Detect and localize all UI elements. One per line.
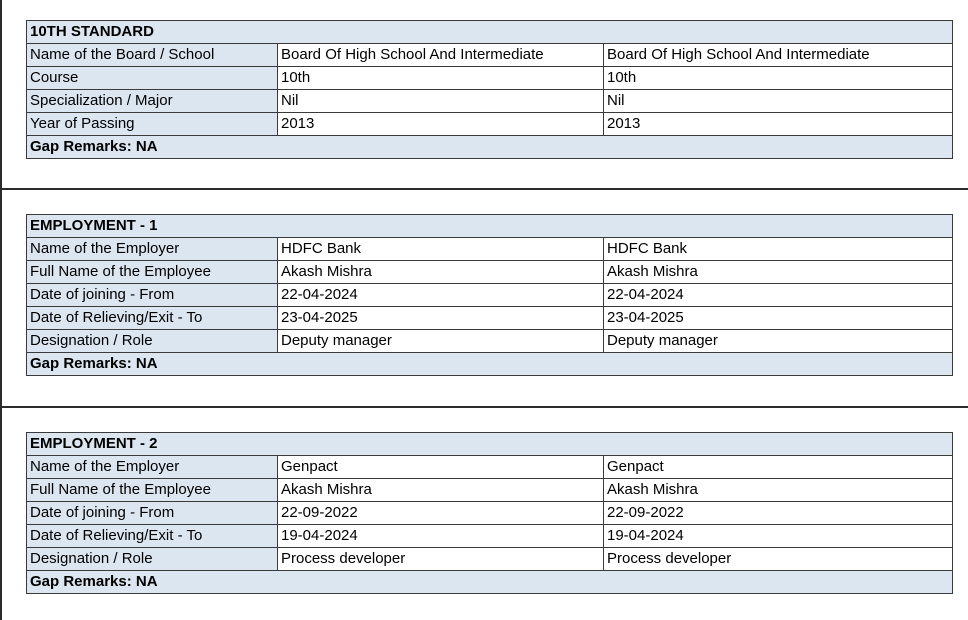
row-label: Date of joining - From bbox=[27, 502, 278, 525]
row-label: Name of the Board / School bbox=[27, 44, 278, 67]
row-value-primary: Nil bbox=[278, 90, 604, 113]
row-label: Designation / Role bbox=[27, 548, 278, 571]
frame-left-border bbox=[0, 0, 2, 190]
section-divider bbox=[0, 406, 968, 408]
table-row bbox=[27, 525, 953, 548]
section-title: EMPLOYMENT - 2 bbox=[27, 433, 953, 456]
table-row bbox=[27, 113, 953, 136]
table-row bbox=[27, 502, 953, 525]
section-header-row bbox=[27, 215, 953, 238]
row-value-secondary: 23-04-2025 bbox=[604, 307, 953, 330]
row-value-secondary: Akash Mishra bbox=[604, 479, 953, 502]
gap-remarks: Gap Remarks: NA bbox=[27, 571, 953, 594]
row-value-primary: 23-04-2025 bbox=[278, 307, 604, 330]
row-value-primary: Genpact bbox=[278, 456, 604, 479]
education-10th-table bbox=[26, 20, 953, 159]
table-row bbox=[27, 44, 953, 67]
gap-remarks-row bbox=[27, 571, 953, 594]
row-value-secondary: Board Of High School And Intermediate bbox=[604, 44, 953, 67]
table-row bbox=[27, 67, 953, 90]
gap-remarks: Gap Remarks: NA bbox=[27, 136, 953, 159]
row-value-secondary: Process developer bbox=[604, 548, 953, 571]
table-row bbox=[27, 238, 953, 261]
row-label: Full Name of the Employee bbox=[27, 479, 278, 502]
table-row bbox=[27, 330, 953, 353]
row-value-secondary: 19-04-2024 bbox=[604, 525, 953, 548]
table-row bbox=[27, 90, 953, 113]
row-value-secondary: Nil bbox=[604, 90, 953, 113]
gap-remarks-row bbox=[27, 353, 953, 376]
table-row bbox=[27, 284, 953, 307]
employment-2-table bbox=[26, 432, 953, 594]
row-label: Date of Relieving/Exit - To bbox=[27, 307, 278, 330]
table-row bbox=[27, 456, 953, 479]
row-value-secondary: Genpact bbox=[604, 456, 953, 479]
table-row bbox=[27, 548, 953, 571]
row-label: Date of joining - From bbox=[27, 284, 278, 307]
row-value-primary: Akash Mishra bbox=[278, 479, 604, 502]
section-title: 10TH STANDARD bbox=[27, 21, 953, 44]
table-row bbox=[27, 479, 953, 502]
row-value-primary: Board Of High School And Intermediate bbox=[278, 44, 604, 67]
row-value-primary: 19-04-2024 bbox=[278, 525, 604, 548]
section-divider bbox=[0, 188, 968, 190]
section-title: EMPLOYMENT - 1 bbox=[27, 215, 953, 238]
row-label: Full Name of the Employee bbox=[27, 261, 278, 284]
row-value-secondary: 22-04-2024 bbox=[604, 284, 953, 307]
row-label: Date of Relieving/Exit - To bbox=[27, 525, 278, 548]
row-value-secondary: 2013 bbox=[604, 113, 953, 136]
row-value-primary: Akash Mishra bbox=[278, 261, 604, 284]
row-value-primary: 22-04-2024 bbox=[278, 284, 604, 307]
gap-remarks: Gap Remarks: NA bbox=[27, 353, 953, 376]
row-value-primary: 2013 bbox=[278, 113, 604, 136]
row-value-secondary: HDFC Bank bbox=[604, 238, 953, 261]
section-header-row bbox=[27, 433, 953, 456]
frame-left-border bbox=[0, 189, 2, 409]
frame-left-border bbox=[0, 407, 2, 620]
section-header-row bbox=[27, 21, 953, 44]
row-label: Name of the Employer bbox=[27, 238, 278, 261]
row-value-primary: Process developer bbox=[278, 548, 604, 571]
row-label: Specialization / Major bbox=[27, 90, 278, 113]
row-value-secondary: 22-09-2022 bbox=[604, 502, 953, 525]
row-value-secondary: Deputy manager bbox=[604, 330, 953, 353]
employment-1-table bbox=[26, 214, 953, 376]
row-label: Course bbox=[27, 67, 278, 90]
row-label: Year of Passing bbox=[27, 113, 278, 136]
table-row bbox=[27, 307, 953, 330]
row-value-primary: 22-09-2022 bbox=[278, 502, 604, 525]
row-label: Name of the Employer bbox=[27, 456, 278, 479]
row-value-secondary: 10th bbox=[604, 67, 953, 90]
row-label: Designation / Role bbox=[27, 330, 278, 353]
row-value-primary: HDFC Bank bbox=[278, 238, 604, 261]
row-value-primary: Deputy manager bbox=[278, 330, 604, 353]
row-value-primary: 10th bbox=[278, 67, 604, 90]
gap-remarks-row bbox=[27, 136, 953, 159]
table-row bbox=[27, 261, 953, 284]
row-value-secondary: Akash Mishra bbox=[604, 261, 953, 284]
